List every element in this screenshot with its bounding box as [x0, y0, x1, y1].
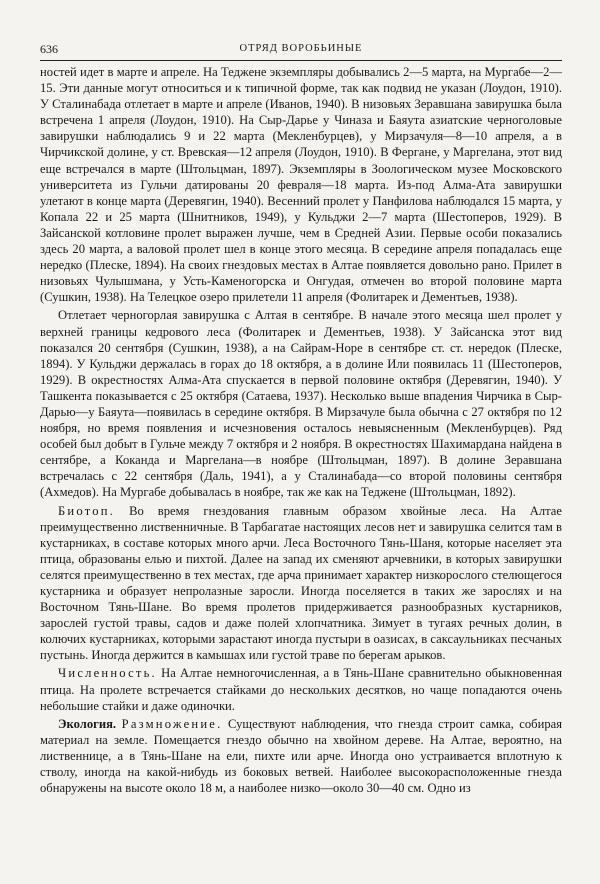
- section-label-biotope: Биотоп.: [58, 503, 116, 518]
- paragraph-text: ностей идет в марте и апреле. На Теджене экземпляры добывались 2—5 марта, на Мургабе—2—15. Эти данные могут относиться и к типичной форме, так как подвид не указан (Лоудон, 1910). У Сталинабада отлетает в марте и апреле (Иванов, 1940). В низовьях Зеравшана завирушка была встречена 1 апреля (Лоудон, 1910). На Сыр-Дарье у Чиназа и Баяута азиатские черноголовые завирушки наблюдались 9 и 22 марта (Мекленбурцев), у Мирзачуля—8—10 апреля, а в Чирчикской долине, у ст. Вревская—12 апреля (Лоудон, 1910). В Фергане, у Маргелана, этот вид еще встречался в марте (Штольцман, 1897). Экземпляры в Зоологическом музее Московского университета из Гульчи датированы 20 февраля—18 марта. Из-под Алма-Ата завирушки улетают в конце марта (Деревягин, 1940). Весенний пролет у Панфилова наблюдался 15 марта, у Копала 22 и 25 марта (Шнитников, 1949), у Кульджи 2—7 марта (Шестоперов, 1929). В Зайсанской котловине пролет выражен лучше, чем в Средней Азии. Первые особи показались здесь 20 марта, а валовой пролет шел в конце этого месяца. В середине апреля попадалась еще нередко (Плеске, 1894). На своих гнездовых местах в Алтае появляется довольно рано. Прилет в низовьях Чулышмана, у Усть-Каменогорска и Онгудая, отмечен во второй половине марта (Сушкин, 1938). На Телецкое озеро прилетели 11 апреля (Фолитарек и Дементьев, 1938).: [40, 65, 562, 305]
- paragraph-migration-autumn: [40, 307, 562, 500]
- paragraph-ecology: [40, 716, 562, 796]
- page-header: [40, 42, 562, 60]
- section-label-abundance: Численность.: [58, 666, 157, 681]
- section-label-reproduction: Размножение.: [121, 716, 223, 731]
- page-body: [40, 64, 562, 796]
- paragraph-abundance: [40, 665, 562, 713]
- paragraph-text: На Алтае немногочисленная, а в Тянь-Шане сравнительно обыкновенная птица. На пролете встречается стайками до нескольких десятков, но чаще попадаются очень небольшие стайки и даже одиночки.: [40, 666, 562, 713]
- section-label-ecology: Экология.: [58, 716, 117, 731]
- page-number: 636: [40, 42, 58, 56]
- paragraph-text: Существуют наблюдения, что гнезда строит самка, собирая материал на земле. Помещается гнездо обычно на хвойном дереве. На Алтае, вероятно, на лиственнице, а в Тянь-Шане на ели, пихте или арче. Иногда оно устраивается вплотную к стволу, иногда на какой-нибудь из боковых ветвей. Наиболее высокорасположенные гнезда обнаружены на высоте около 18 м, а наиболее низко—около 30—40 см. Одно из: [40, 716, 562, 796]
- paragraph-text: Отлетает черногорлая завирушка с Алтая в сентябре. В начале этого месяца шел пролет у верхней границы кедрового леса (Фолитарек и Дементьев, 1938). У Зайсанска этот вид показался 20 сентября (Сушкин, 1938), а на Сайрам-Норе в сентябре ст. ст. нередок (Плеске, 1894). У Кульджи держалась в горах до 18 октября, а в долине Или появилась 11 (Шестоперов, 1929). В окрестностях Алма-Ата спускается в первой половине октября (Деревягин, 1940). У Ташкента показывается с 25 октября (Сатаева, 1937). Несколько выше впадения Чирчика в Сыр-Дарью—у Баяута—появилась в середине октября. В Мирзачуле была обычна с 27 октября по 12 ноября, но время появления и исчезновения осталось невыясненным (Мекленбурцев). Ряд особей был добыт в Гульче между 7 октября и 2 ноября. В окрестностях Шахимардана найдена в сентябре, а Коканда и Маргелана—в ноябре (Штольцман, 1897). В долине Зеравшана встречалась с 22 сентября (Даль, 1941), а у Сталинабада—со второй половины сентября (Ахмедов). На Мургабе добывалась в ноябре, так же как на Теджене (Штольцман, 1892).: [40, 308, 562, 500]
- running-title: ОТРЯД ВОРОБЬИНЫЕ: [239, 43, 363, 54]
- header-rule: [40, 60, 562, 61]
- paragraph-migration-spring: [40, 64, 562, 305]
- paragraph-text: Во время гнездования главным образом хвойные леса. На Алтае преимущественно лиственничные. В Тарбагатае настоящих лесов нет и завирушка селится там в кустарниках, в составе которых много арчи. Леса Восточного Тянь-Шаня, которые населяет эта птица, образованы елью и пихтой. Далее на запад их сменяют арчевники, в которых завирушки селятся преимущественно в тех местах, где арча принимает характер низкорослого стелющегося кустарника и образует непролазные заросли. Иногда поселяется в таких же зарослях и на Восточном Тянь-Шане. Во время пролетов придерживается разнообразных кустарников, зарослей густой травы, садов и даже полей хлопчатника. Зимует в тугаях речных долин, в колючих кустарниках, которыми зарастают иногда пустыри в оазисах, в саксаульниках песчаных пустынь. Иногда держится в камышах или густой траве по берегам арыков.: [40, 503, 562, 663]
- paragraph-biotope: [40, 503, 562, 664]
